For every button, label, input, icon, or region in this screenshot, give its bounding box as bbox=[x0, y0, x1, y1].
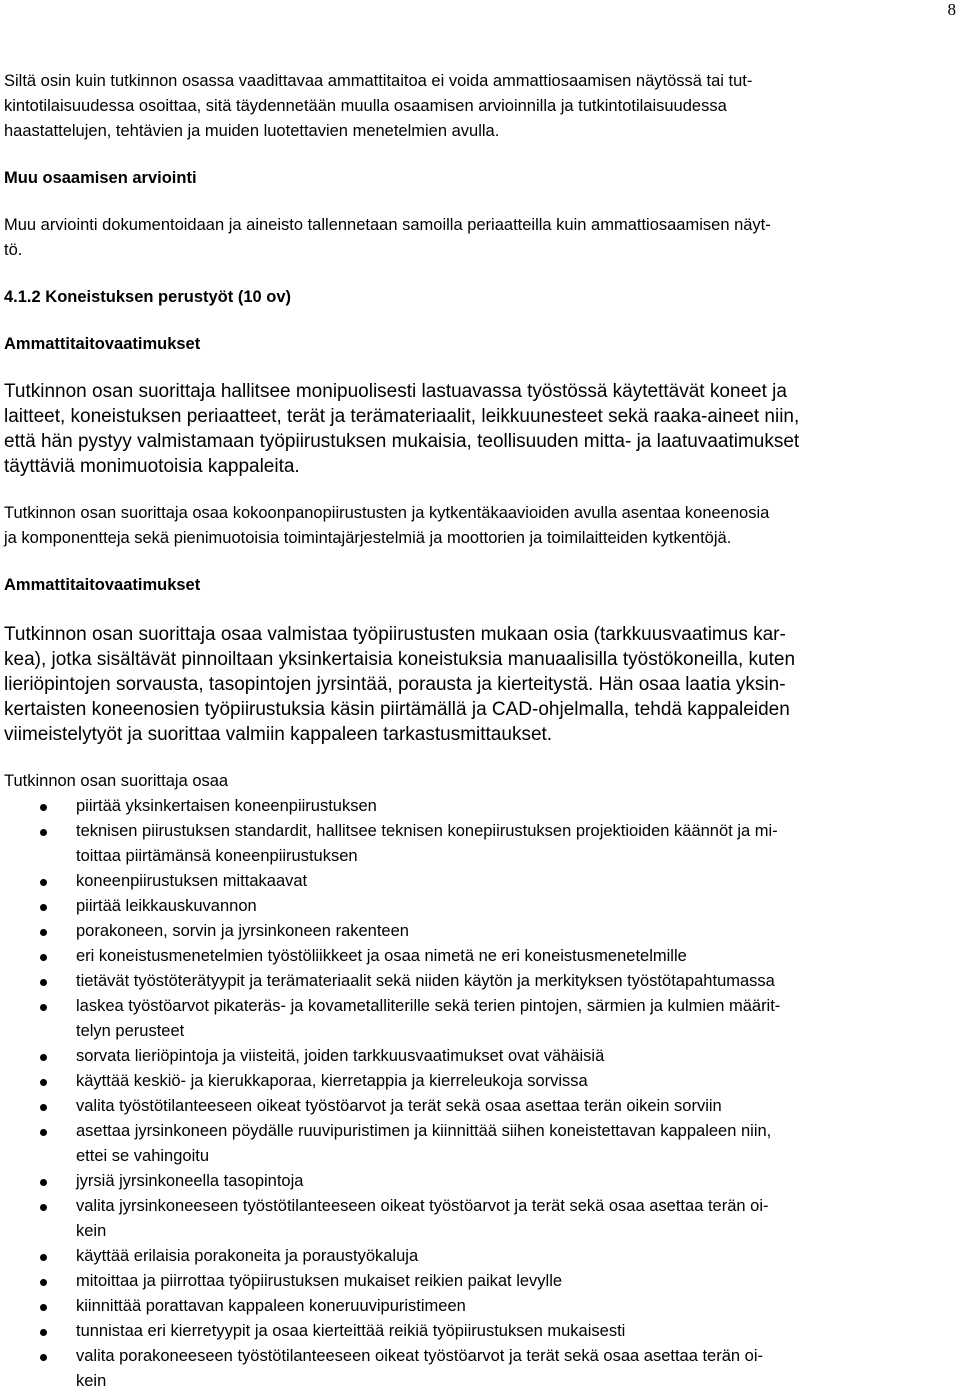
list-item-text: jyrsiä jyrsinkoneella tasopintoja bbox=[76, 1172, 304, 1190]
requirements-paragraph-3 bbox=[4, 622, 954, 747]
bullet-icon bbox=[40, 954, 47, 961]
text-line: ja komponentteja sekä pienimuotoisia toimintajärjestelmiä ja moottorien ja toimilaitteiden kytkentöjä. bbox=[4, 529, 732, 547]
section-heading: 4.1.2 Koneistuksen perustyöt (10 ov) bbox=[4, 288, 292, 306]
list-item-continuation bbox=[4, 1144, 954, 1169]
list-item-text: telyn perusteet bbox=[76, 1022, 185, 1040]
bullet-icon bbox=[40, 804, 47, 811]
list-item-text: tunnistaa eri kierretyypit ja osaa kierteittää reikiä työpiirustuksen mukaisesti bbox=[76, 1322, 626, 1340]
list-item-text: teknisen piirustuksen standardit, hallitsee teknisen konepiirustuksen projektioiden käännöt ja mi- bbox=[76, 822, 778, 840]
requirements-paragraph-2 bbox=[4, 501, 954, 551]
list-item bbox=[4, 1244, 954, 1269]
list-item bbox=[4, 1194, 954, 1219]
list-item bbox=[4, 1069, 954, 1094]
list-item-text: sorvata lieriöpintoja ja viisteitä, joiden tarkkuusvaatimukset ovat vähäisiä bbox=[76, 1047, 605, 1065]
list-item-text: käyttää erilaisia porakoneita ja poraustyökaluja bbox=[76, 1247, 419, 1265]
text-line: tö. bbox=[4, 241, 23, 259]
text-line: Siltä osin kuin tutkinnon osassa vaadittavaa ammattitaitoa ei voida ammattiosaamisen näytössä tai tut- bbox=[4, 72, 753, 90]
list-item-text: piirtää yksinkertaisen koneenpiirustuksen bbox=[76, 797, 377, 815]
list-item-text: valita jyrsinkoneeseen työstötilanteeseen oikeat työstöarvot ja terät sekä osaa asettaa terän oi- bbox=[76, 1197, 769, 1215]
bullet-icon bbox=[40, 979, 47, 986]
bullet-icon bbox=[40, 1004, 47, 1011]
list-item bbox=[4, 1269, 954, 1294]
bullet-icon bbox=[40, 1104, 47, 1111]
list-intro: Tutkinnon osan suorittaja osaa bbox=[4, 772, 229, 790]
list-item-text: tietävät työstöterätyypit ja terämateriaalit sekä niiden käytön ja merkityksen työstötapahtumassa bbox=[76, 972, 775, 990]
requirements-heading: Ammattitaitovaatimukset bbox=[4, 576, 201, 594]
text-line: että hän pystyy valmistamaan työpiirustuksen mukaisia, teollisuuden mitta- ja laatuvaatimukset bbox=[4, 431, 800, 452]
text-line: Tutkinnon osan suorittaja osaa valmistaa työpiirustusten mukaan osia (tarkkuusvaatimus kar- bbox=[4, 624, 786, 645]
list-item bbox=[4, 969, 954, 994]
list-item bbox=[4, 1344, 954, 1369]
bullet-icon bbox=[40, 1254, 47, 1261]
bullet-icon bbox=[40, 1079, 47, 1086]
requirements-paragraph-1 bbox=[4, 379, 954, 479]
list-item-text: koneenpiirustuksen mittakaavat bbox=[76, 872, 308, 890]
page-number: 8 bbox=[947, 0, 956, 19]
bullet-icon bbox=[40, 1304, 47, 1311]
text-line: täyttäviä monimuotoisia kappaleita. bbox=[4, 456, 300, 477]
list-item bbox=[4, 944, 954, 969]
list-item-text: laskea työstöarvot pikateräs- ja kovametalliterille sekä terien pintojen, särmien ja kulmien määrit- bbox=[76, 997, 781, 1015]
list-item bbox=[4, 894, 954, 919]
text-line: Tutkinnon osan suorittaja osaa kokoonpanopiirustusten ja kytkentäkaavioiden avulla asentaa koneenosia bbox=[4, 504, 770, 522]
bullet-icon bbox=[40, 929, 47, 936]
requirements-heading: Ammattitaitovaatimukset bbox=[4, 335, 201, 353]
text-line: Tutkinnon osan suorittaja hallitsee monipuolisesti lastuavassa työstössä käytettävät koneet ja bbox=[4, 381, 787, 402]
list-item-continuation bbox=[4, 1019, 954, 1044]
bullet-icon bbox=[40, 1329, 47, 1336]
bullet-icon bbox=[40, 1354, 47, 1361]
bullet-icon bbox=[40, 1129, 47, 1136]
other-assessment-heading: Muu osaamisen arviointi bbox=[4, 169, 197, 187]
bullet-icon bbox=[40, 1204, 47, 1211]
list-item bbox=[4, 1169, 954, 1194]
bullet-icon bbox=[40, 1279, 47, 1286]
list-item-text: käyttää keskiö- ja kierukkaporaa, kierretappia ja kierreleukoja sorvissa bbox=[76, 1072, 588, 1090]
document-body bbox=[4, 69, 954, 1394]
list-item-text: ettei se vahingoitu bbox=[76, 1147, 210, 1165]
list-item-text: mitoittaa ja piirrottaa työpiirustuksen mukaiset reikien paikat levylle bbox=[76, 1272, 563, 1290]
list-item-text: valita työstötilanteeseen oikeat työstöarvot ja terät sekä osaa asettaa terän oikein sorviin bbox=[76, 1097, 722, 1115]
skills-list bbox=[4, 794, 954, 1394]
list-item-text: porakoneen, sorvin ja jyrsinkoneen rakenteen bbox=[76, 922, 409, 940]
list-item-text: kein bbox=[76, 1372, 107, 1390]
list-item-text: toittaa piirtämänsä koneenpiirustuksen bbox=[76, 847, 358, 865]
text-line: kea), jotka sisältävät pinnoiltaan yksinkertaisia koneistuksia manuaalisilla työstökoneilla, kuten bbox=[4, 649, 796, 670]
intro-paragraph bbox=[4, 69, 954, 144]
bullet-icon bbox=[40, 879, 47, 886]
text-line: laitteet, koneistuksen periaatteet, terät ja terämateriaalit, leikkuunesteet sekä raaka-aineet niin, bbox=[4, 406, 800, 427]
list-item-continuation bbox=[4, 844, 954, 869]
text-line: lieriöpintojen sorvausta, tasopintojen jyrsintää, porausta ja kierteitystä. Hän osaa laatia yksin- bbox=[4, 674, 786, 695]
bullet-icon bbox=[40, 829, 47, 836]
list-item bbox=[4, 869, 954, 894]
list-item bbox=[4, 1044, 954, 1069]
bullet-icon bbox=[40, 904, 47, 911]
bullet-icon bbox=[40, 1054, 47, 1061]
list-item-text: kein bbox=[76, 1222, 107, 1240]
list-item-continuation bbox=[4, 1369, 954, 1394]
list-item bbox=[4, 919, 954, 944]
bullet-icon bbox=[40, 1179, 47, 1186]
list-item bbox=[4, 1094, 954, 1119]
list-item bbox=[4, 1294, 954, 1319]
other-assessment-paragraph bbox=[4, 213, 954, 263]
text-line: Muu arviointi dokumentoidaan ja aineisto tallennetaan samoilla periaatteilla kuin ammattiosaamisen näyt- bbox=[4, 216, 771, 234]
list-item bbox=[4, 994, 954, 1019]
list-item bbox=[4, 1119, 954, 1144]
list-item-text: piirtää leikkauskuvannon bbox=[76, 897, 257, 915]
text-line: viimeistelytyöt ja suorittaa valmiin kappaleen tarkastusmittaukset. bbox=[4, 724, 553, 745]
list-item bbox=[4, 819, 954, 844]
list-item-text: kiinnittää porattavan kappaleen koneruuvipuristimeen bbox=[76, 1297, 466, 1315]
text-line: kertaisten koneenosien työpiirustuksia käsin piirtämällä ja CAD-ohjelmalla, tehdä kappaleiden bbox=[4, 699, 790, 720]
list-item-text: eri koneistusmenetelmien työstöliikkeet ja osaa nimetä ne eri koneistusmenetelmille bbox=[76, 947, 687, 965]
list-item-text: valita porakoneeseen työstötilanteeseen oikeat työstöarvot ja terät sekä osaa asettaa terän oi- bbox=[76, 1347, 764, 1365]
list-item bbox=[4, 1319, 954, 1344]
list-item bbox=[4, 794, 954, 819]
list-item-continuation bbox=[4, 1219, 954, 1244]
list-item-text: asettaa jyrsinkoneen pöydälle ruuvipuristimen ja kiinnittää siihen koneistettavan kappaleen niin, bbox=[76, 1122, 772, 1140]
text-line: haastattelujen, tehtävien ja muiden luotettavien menetelmien avulla. bbox=[4, 122, 500, 140]
text-line: kintotilaisuudessa osoittaa, sitä täydennetään muulla osaamisen arvioinnilla ja tutkintotilaisuudessa bbox=[4, 97, 727, 115]
